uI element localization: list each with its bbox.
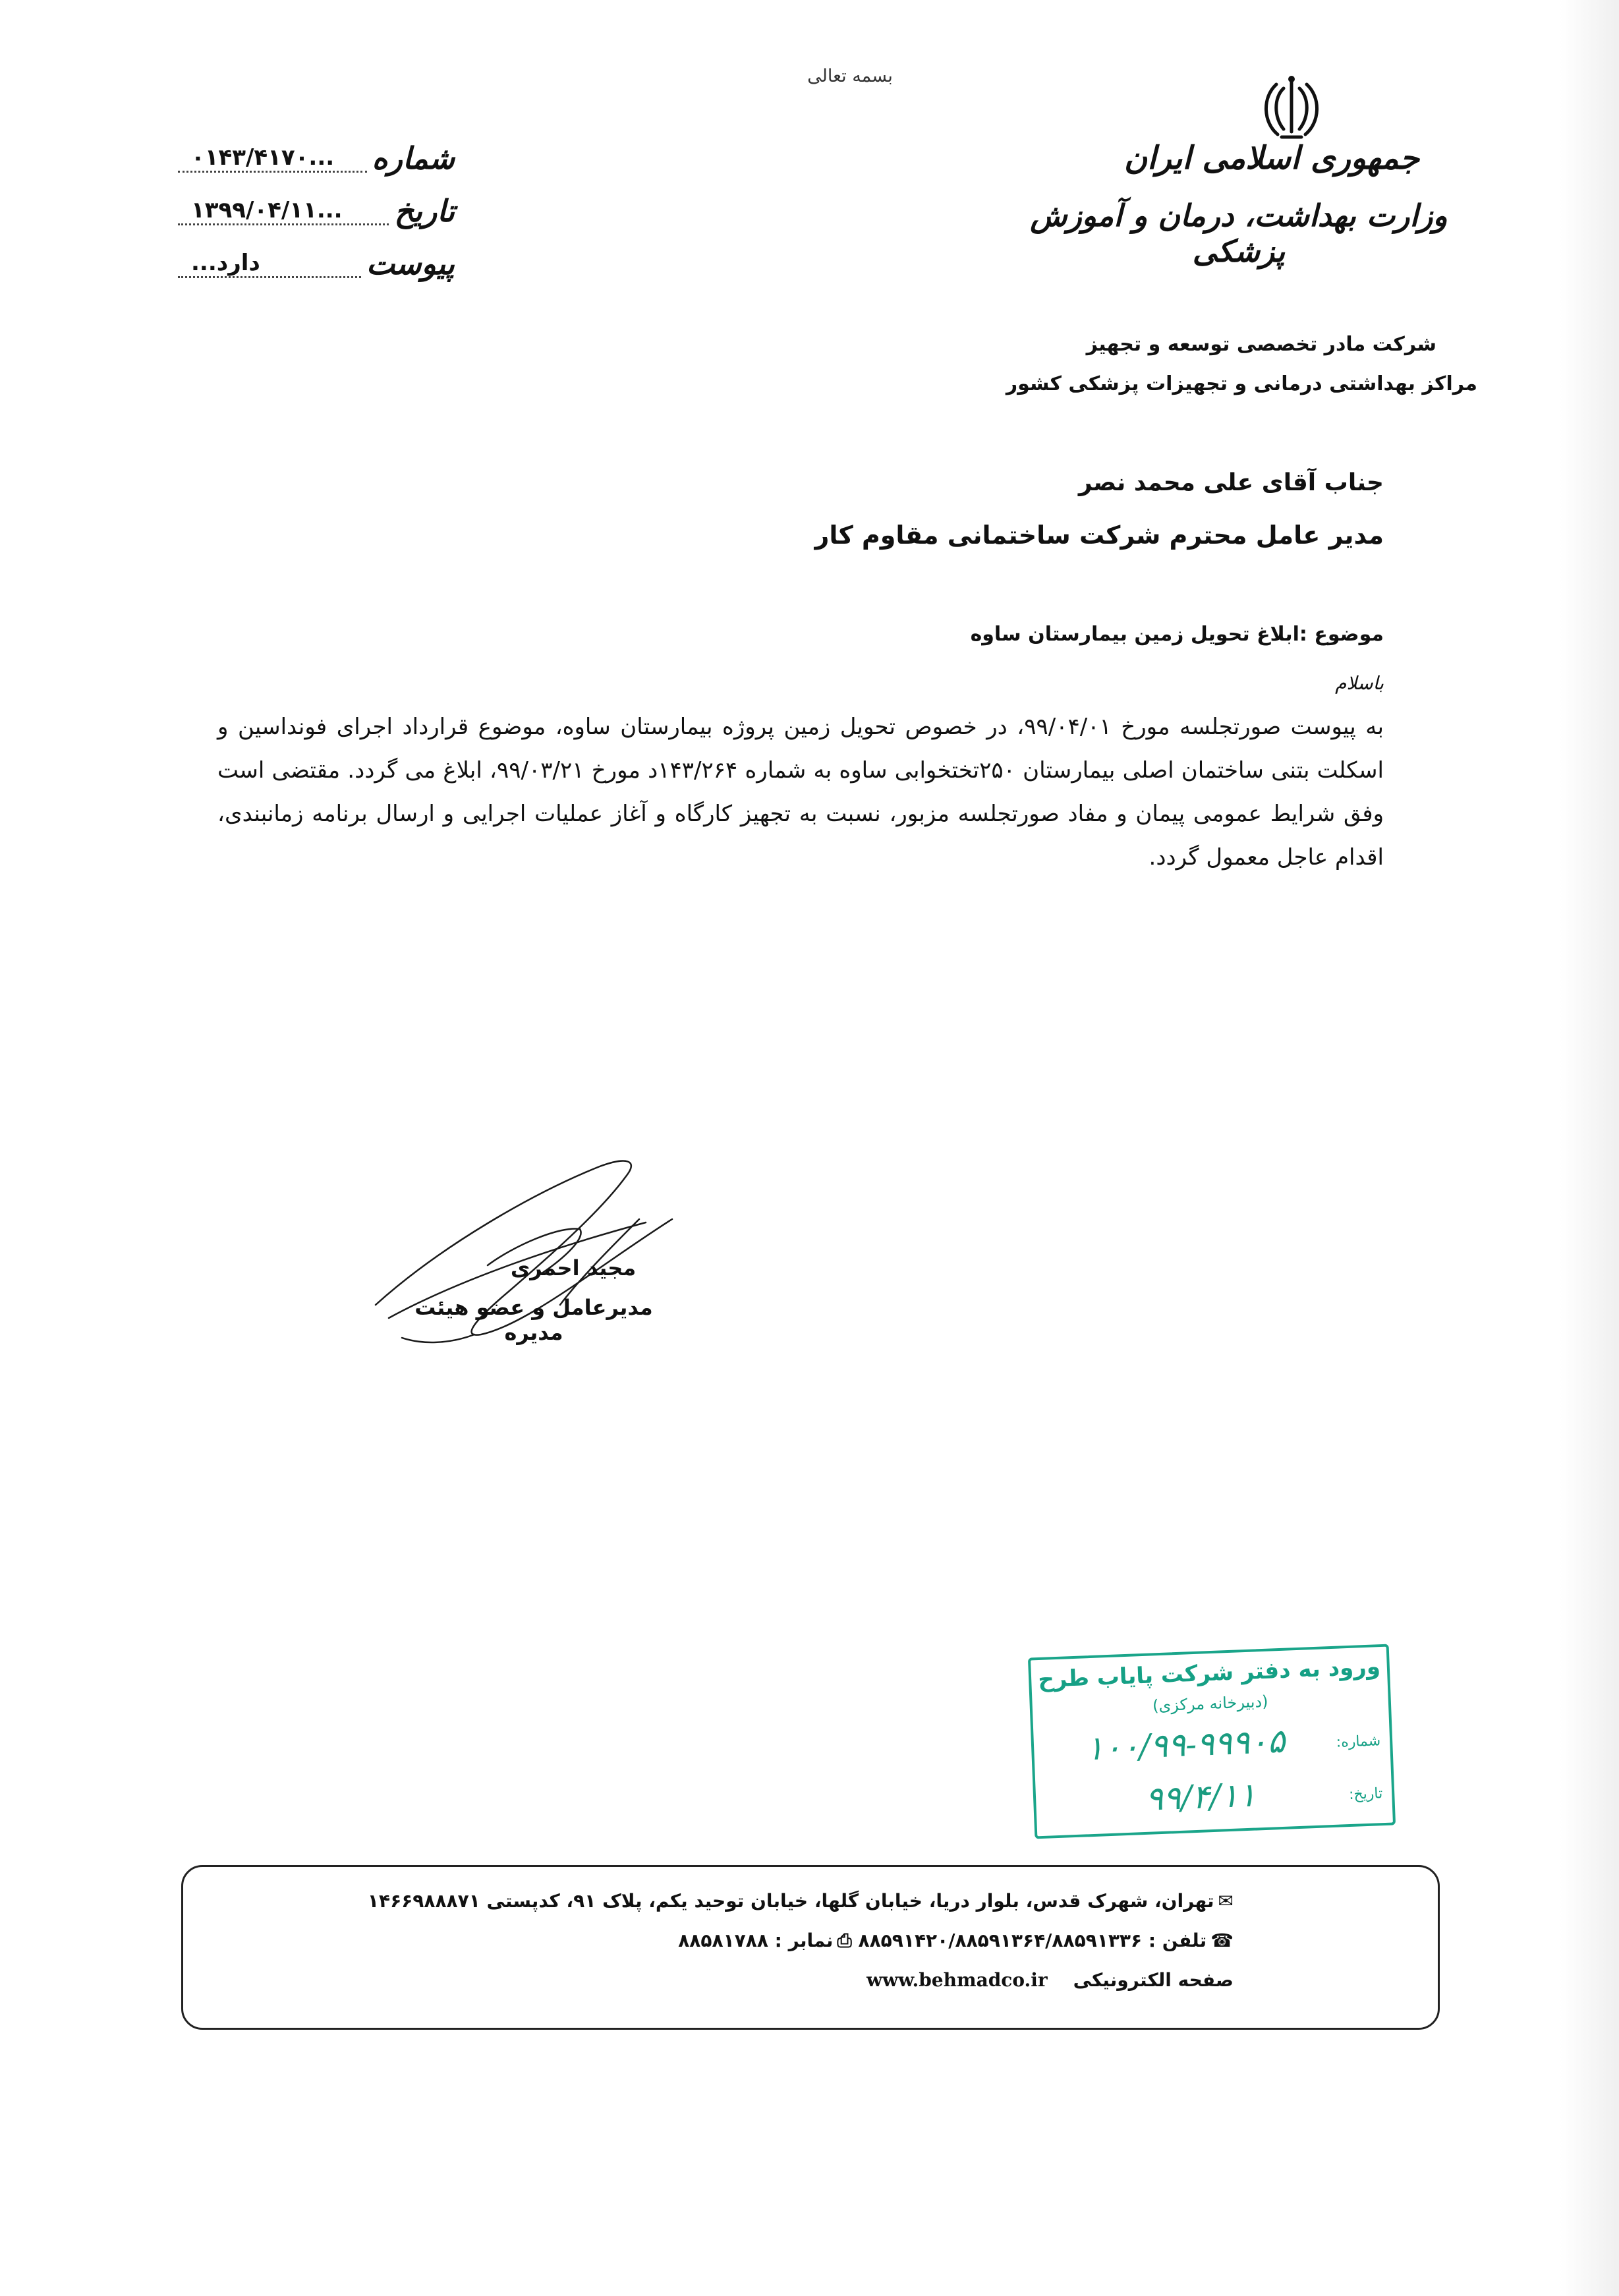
footer-phone-line <box>245 1930 1234 1952</box>
reference-date-row <box>178 185 455 237</box>
company-name-line-1: شرکت مادر تخصصی توسعه و تجهیز <box>1086 333 1436 356</box>
letter-greeting: باسلام <box>1335 672 1384 694</box>
reference-attachment-value: دارد... <box>178 250 361 278</box>
ministry-title: وزارت بهداشت، درمان و آموزش پزشکی <box>1030 198 1448 269</box>
letter-subject: موضوع :ابلاغ تحویل زمین بیمارستان ساوه <box>970 623 1384 646</box>
stamp-date-value: ۹۹/۴/۱۱ <box>1145 1775 1257 1818</box>
stamp-subtitle: (دبیرخانه مرکزی) <box>1152 1692 1268 1715</box>
footer-website-link[interactable]: www.behmadco.ir <box>866 1969 1048 1991</box>
footer-phones: ۸۸۵۹۱۴۲۰/۸۸۵۹۱۳۶۴/۸۸۵۹۱۳۳۶ <box>858 1930 1143 1951</box>
company-name-line-2: مراکز بهداشتی درمانی و تجهیزات پزشکی کشور <box>1006 372 1477 395</box>
footer-fax-label: نمابر : <box>774 1930 834 1951</box>
iran-emblem-icon <box>1255 71 1328 144</box>
fax-icon: ⎙ <box>837 1930 852 1951</box>
reference-number-row <box>178 132 455 185</box>
reference-block <box>178 132 455 290</box>
reference-number-value: ۰۱۴۳/۴۱۷۰... <box>178 144 367 173</box>
footer-contact-box <box>181 1865 1440 2030</box>
reference-attachment-label: پیوست <box>366 246 455 281</box>
addressee-title: مدیر عامل محترم شرکت ساختمانی مقاوم کار <box>814 521 1384 550</box>
footer-fax: ۸۸۵۸۱۷۸۸ <box>678 1930 768 1951</box>
signer-title: مدیرعامل و عضو هیئت مدیره <box>414 1295 653 1345</box>
letter-body: به پیوست صورتجلسه مورخ ۹۹/۰۴/۰۱، در خصوص تحویل زمین پروژه بیمارستان ساوه، موضوع قرارداد اجرای فونداسین و اسکلت بتنی ساختمان اصلی بیمارستان ۲۵۰تختخوابی ساوه به شماره ۱۴۳/۲۶۴د مورخ ۹۹/۰۳/۲۱، ابلاغ می گردد. مقتضی است وفق شرایط عمومی پیمان و مفاد صورتجلسه مزبور، نسبت به تجهیز کارگاه و آغاز عملیات اجرایی و ارسال برنامه زمانبندی، اقدام عاجل معمول گردد. <box>217 714 1384 871</box>
scan-shadow-edge <box>1560 0 1619 2296</box>
stamp-number-label: شماره: <box>1336 1733 1381 1751</box>
besmeh-heading: بسمه تعالی <box>807 66 893 86</box>
reference-date-label: تاریخ <box>394 193 455 229</box>
reference-date-value: ۱۳۹۹/۰۴/۱۱... <box>178 197 389 225</box>
envelope-icon: ✉ <box>1218 1890 1234 1912</box>
stamp-title: ورود به دفتر شرکت پایاب طرح <box>1037 1653 1381 1694</box>
stamp-number-value: ۱۰۰/۹۹-۹۹۹۰۵ <box>1085 1721 1286 1768</box>
phone-icon: ☎ <box>1210 1930 1234 1951</box>
received-stamp <box>1028 1644 1396 1839</box>
stamp-date-label: تاریخ: <box>1348 1785 1383 1804</box>
footer-website-label: صفحه الکترونیکی <box>1073 1969 1234 1991</box>
footer-website-line <box>245 1969 1234 1991</box>
republic-title: جمهوری اسلامی ایران <box>1123 140 1420 177</box>
footer-phone-label: تلفن : <box>1148 1930 1207 1951</box>
addressee-name: جناب آقای علی محمد نصر <box>1078 469 1384 496</box>
signer-name: مجید احمری <box>510 1255 637 1280</box>
reference-number-label: شماره <box>372 140 455 176</box>
reference-attachment-row <box>178 237 455 290</box>
footer-address-line <box>245 1890 1234 1912</box>
footer-address: تهران، شهرک قدس، بلوار دریا، خیابان گلها، خیابان توحید یکم، پلاک ۹۱، کدپستی ۱۴۶۶۹۸۸۸۷۱ <box>367 1890 1214 1912</box>
